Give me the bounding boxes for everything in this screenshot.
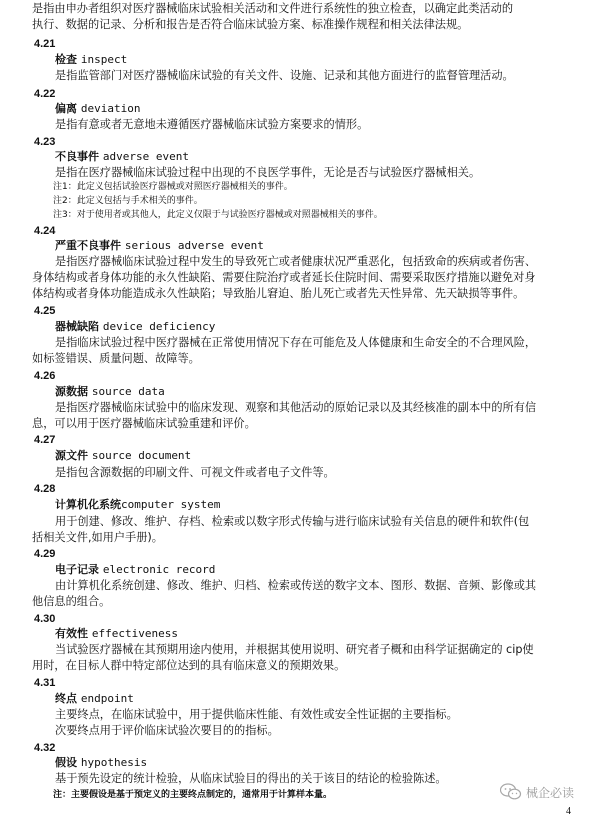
definition-text: 是指由申办者组织对医疗器械临床试验相关活动和文件进行系统性的独立检查，以确定此类活动的: [32, 2, 514, 15]
section-number: 4.32: [34, 742, 56, 754]
watermark: [500, 781, 600, 803]
note-text: 注3：对于使用者或其他人，此定义仅限于与试验医疗器械或对照器械相关的事件。: [53, 210, 383, 220]
section-number: 4.24: [34, 225, 56, 237]
term-heading: 源数据 source data: [55, 385, 165, 398]
section-number: 4.25: [34, 305, 56, 317]
definition-text: 是指在医疗器械临床试验过程中出现的不良医学事件，无论是否与试验医疗器械相关。: [55, 166, 481, 179]
term-heading: 不良事件 adverse event: [55, 150, 189, 163]
note-text: 注2：此定义包括与手术相关的事件。: [53, 196, 203, 206]
definition-text: 执行、数据的记录、分析和报告是否符合临床试验方案、标准操作规程和相关法律法规。: [32, 18, 469, 31]
watermark-text: 械企必读: [526, 785, 575, 800]
definition-text: 是指监管部门对医疗器械临床试验的有关文件、设施、记录和其他方面进行的监督管理活动。: [55, 69, 514, 82]
section-number: 4.26: [34, 370, 56, 382]
term-heading: 偏离 deviation: [55, 102, 141, 115]
definition-text: 身体结构或者身体功能的永久性缺陷、需要住院治疗或者延长住院时间、需要采取医疗措施以避免对身: [32, 271, 536, 284]
section-number: 4.23: [34, 136, 56, 148]
section-number: 4.31: [34, 677, 56, 689]
definition-text: 用于创建、修改、维护、存档、检索或以数字形式传输与进行临床试验有关信息的硬件和软件(包: [55, 515, 530, 528]
definition-text: 是指有意或者无意地未遵循医疗器械临床试验方案要求的情形。: [55, 118, 369, 131]
definition-text: 括相关文件,如用户手册)。: [32, 531, 163, 544]
definition-text: 次要终点用于评价临床试验次要目的的指标。: [55, 724, 279, 737]
term-heading: 电子记录 electronic record: [55, 563, 216, 576]
definition-text: 用时，在目标人群中特定部位达到的具有临床意义的预期效果。: [32, 659, 346, 672]
term-heading: 终点 endpoint: [55, 692, 134, 705]
definition-text: 如标签错误、质量问题、故障等。: [32, 352, 200, 365]
definition-text: 基于预先设定的统计检验，从临床试验目的得出的关于该目的结论的检验陈述。: [55, 772, 447, 785]
note-text: 注：主要假设是基于预定义的主要终点制定的，通常用于计算样本量。: [53, 790, 333, 800]
definition-text: 是指医疗器械临床试验过程中发生的导致死亡或者健康状况严重恶化，包括致命的疾病或者伤害、: [55, 255, 537, 268]
term-heading: 器械缺陷 device deficiency: [55, 320, 216, 333]
section-number: 4.22: [34, 88, 56, 100]
definition-text: 是指临床试验过程中医疗器械在正常使用情况下存在可能危及人体健康和生命安全的不合理风险，: [55, 336, 537, 349]
term-heading: 计算机化系统computer system: [55, 498, 221, 511]
definition-text: 是指医疗器械临床试验中的临床发现、观察和其他活动的原始记录以及其经核准的副本中的所有信: [55, 401, 537, 414]
definition-text: 是指包含源数据的印刷文件、可视文件或者电子文件等。: [55, 466, 335, 479]
term-heading: 源文件 source document: [55, 449, 192, 462]
definition-text: 他信息的组合。: [32, 595, 111, 608]
note-text: 注1：此定义包括试验医疗器械或对照医疗器械相关的事件。: [53, 182, 293, 192]
definition-text: 体结构或者身体功能造成永久性缺陷；导致胎儿窘迫、胎儿死亡或者先天性异常、先天缺损等事件。: [32, 287, 525, 300]
term-heading: 有效性 effectiveness: [55, 627, 178, 640]
definition-text: 息，可以用于医疗器械临床试验重建和评价。: [32, 417, 256, 430]
section-number: 4.30: [34, 613, 56, 625]
section-number: 4.27: [34, 434, 56, 446]
section-number: 4.21: [34, 38, 56, 50]
definition-text: 主要终点，在临床试验中，用于提供临床性能、有效性或安全性证据的主要指标。: [55, 708, 458, 721]
section-number: 4.28: [34, 483, 56, 495]
definition-text: 由计算机化系统创建、修改、维护、归档、检索或传送的数字文本、图形、数据、音频、影像或其: [55, 579, 537, 592]
term-heading: 严重不良事件 serious adverse event: [55, 239, 264, 252]
wechat-icon: [500, 783, 522, 801]
term-heading: 假设 hypothesis: [55, 756, 148, 769]
page-number: 4: [566, 806, 571, 817]
section-number: 4.29: [34, 548, 56, 560]
term-heading: 检查 inspect: [55, 53, 128, 66]
definition-text: 当试验医疗器械在其预期用途内使用，并根据其使用说明、研究者子概和由科学证据确定的 cip使: [55, 643, 534, 656]
